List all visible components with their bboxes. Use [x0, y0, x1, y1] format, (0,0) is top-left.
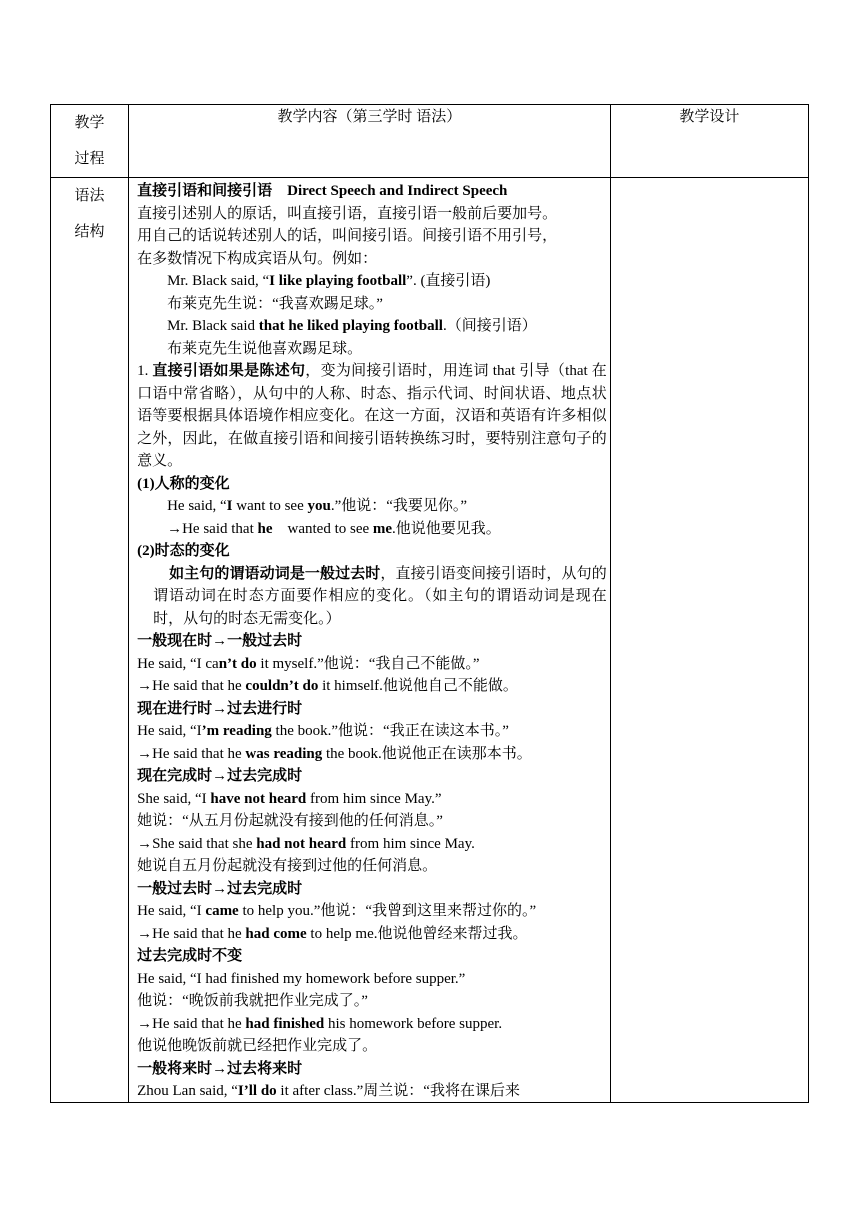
t3-b1: →She said that she [137, 835, 257, 852]
t3-a2: have not heard [210, 790, 307, 807]
tense-rule [137, 563, 607, 631]
t4-a2: came [205, 903, 239, 919]
heading-tense-text: (2)时态的变化 [137, 543, 230, 559]
t4-b1: →He said that he [137, 925, 246, 942]
t5-indirect-cn: 他说他晚饭前就已经把作业完成了。 [137, 1038, 378, 1054]
content-body [129, 178, 610, 1102]
pe2-d: me [372, 520, 393, 537]
t5-indirect [137, 1013, 607, 1036]
heading-t2-text: 现在进行时→过去进行时 [137, 700, 303, 717]
t3-indirect [137, 833, 607, 856]
pe1-d: you [307, 498, 331, 514]
example-2-bold: that he liked playing football [258, 318, 443, 334]
t2-a2: ’m reading [201, 723, 272, 739]
t3-b3: from him since May. [346, 835, 475, 852]
heading-t2 [137, 698, 607, 721]
t2-indirect [137, 743, 607, 766]
title-en: Direct Speech and Indirect Speech [287, 183, 508, 199]
header-design: 教学设计 [610, 105, 808, 178]
pe2-b: he [257, 520, 273, 537]
heading-person-text: (1)人称的变化 [137, 475, 230, 492]
tense-rule-bold: 如主句的谓语动词是一般过去时 [169, 565, 381, 582]
header-process-line2: 过程 [74, 151, 105, 167]
t1-b2: couldn’t do [245, 678, 319, 694]
example-2-post: .（间接引语） [442, 318, 537, 334]
intro-line-2: 用自己的话说转述别人的话，叫间接引语。间接引语不用引号， [137, 228, 558, 244]
heading-t4 [137, 878, 607, 901]
heading-person [137, 473, 607, 496]
t1-b1: →He said that he [137, 678, 246, 694]
t3-b2: had not heard [256, 835, 347, 852]
side-label [51, 178, 129, 1103]
intro-line-3: 在多数情况下构成宾语从句。例如： [137, 250, 378, 267]
pe2-c: wanted to see [272, 520, 373, 537]
t2-a1: He said, “I [137, 723, 202, 739]
example-1-pre: Mr. Black said, “ [167, 273, 270, 289]
t1-a1: He said, “I ca [137, 655, 219, 672]
section-title [137, 180, 607, 203]
t3-a1: She said, “I [137, 790, 211, 807]
t4-b2: had come [245, 925, 307, 942]
pe1-b: I [226, 498, 233, 514]
t3-direct [137, 788, 607, 811]
t2-b1: →He said that he [137, 745, 246, 762]
pe1-a: He said, “ [167, 498, 227, 514]
t1-indirect [137, 675, 607, 698]
t6-a1: Zhou Lan said, “ [137, 1083, 238, 1099]
pe1-e: .”他说：“我要见你。” [330, 498, 468, 514]
t1-a3: it myself.”他说：“我自己不能做。” [256, 655, 480, 672]
pe2-e: .他说他要见我。 [392, 520, 501, 537]
example-2-cn: 布莱克先生说他喜欢踢足球。 [167, 340, 363, 357]
t4-a1: He said, “I [137, 903, 206, 919]
header-content: 教学内容（第三学时 语法） [129, 105, 611, 178]
heading-tense [137, 540, 607, 563]
heading-t3-text: 现在完成时→过去完成时 [137, 768, 303, 784]
heading-t4-text: 一般过去时→过去完成时 [137, 880, 303, 897]
t3-direct-cn: 她说：“从五月份起就没有接到他的任何消息。” [137, 813, 443, 829]
t2-b3: the book.他说他正在读那本书。 [322, 745, 532, 762]
example-2 [137, 315, 607, 338]
rule-1 [137, 360, 607, 473]
side-label-line2: 结构 [74, 224, 105, 240]
heading-t6 [137, 1058, 607, 1081]
person-example-1 [137, 495, 607, 518]
t5-b1: →He said that he [137, 1015, 246, 1032]
header-row [51, 105, 809, 178]
t6-a3: it after class.”周兰说：“我将在课后来 [276, 1083, 520, 1099]
t4-b3: to help me.他说他曾经来帮过我。 [306, 925, 528, 942]
t4-indirect [137, 923, 607, 946]
t5-direct-cn: 他说：“晚饭前我就把作业完成了。” [137, 993, 368, 1009]
design-cell [610, 178, 808, 1103]
content-cell [129, 178, 611, 1103]
heading-t1-text: 一般现在时→一般过去时 [137, 633, 303, 649]
rule-1-text: ，变为间接引语时，用连词 that 引导（that 在口语中常省略），从句中的人称、时态、指示代词、时间状语、地点状语等要根据具体语境作相应变化。在这一方面，汉语和英语有许多相似之外，因此，在做直接引语和间接引语转换练习时，要特别注意句子的意义。 [137, 363, 607, 469]
t4-a3: to help you.”他说：“我曾到这里来帮过你的。” [238, 903, 537, 919]
t5-direct: He said, “I had finished my homework before supper.” [137, 970, 466, 987]
heading-t6-text: 一般将来时→过去将来时 [137, 1060, 303, 1077]
header-process-line1: 教学 [74, 115, 105, 131]
tense-rule-text: ，直接引语变间接引语时，从句的谓语动词在时态方面要作相应的变化。（如主句的谓语动词是现在时，从句的时态无需变化。） [153, 565, 607, 627]
intro-line-1: 直接引述别人的原话，叫直接引语，直接引语一般前后要加号。 [137, 205, 558, 222]
t5-b3: his homework before supper. [324, 1015, 503, 1032]
lesson-table [50, 104, 809, 1103]
heading-t5 [137, 945, 607, 968]
t6-a2: I’ll do [237, 1083, 277, 1099]
example-1-cn: 布莱克先生说：“我喜欢踢足球。” [167, 295, 383, 312]
t5-b2: had finished [245, 1015, 325, 1032]
t6-direct [137, 1080, 607, 1102]
header-process [51, 105, 129, 178]
t1-a2: n’t do [218, 655, 257, 672]
t3-a3: from him since May.” [306, 790, 442, 807]
t1-b3: it himself.他说他自己不能做。 [318, 678, 518, 694]
t2-b2: was reading [245, 745, 323, 762]
side-label-line1: 语法 [74, 188, 105, 204]
pe1-c: want to see [232, 498, 308, 514]
heading-t1 [137, 630, 607, 653]
t3-indirect-cn: 她说自五月份起就没有接到过他的任何消息。 [137, 858, 438, 874]
t4-direct [137, 900, 607, 923]
t1-direct [137, 653, 607, 676]
example-1-bold: I like playing football [269, 273, 407, 289]
rule-1-bold: 直接引语如果是陈述句 [152, 363, 306, 379]
title-cn: 直接引语和间接引语 [137, 183, 273, 199]
heading-t5-text: 过去完成时不变 [137, 948, 243, 964]
person-example-2 [137, 518, 607, 541]
example-1 [137, 270, 607, 293]
heading-t3 [137, 765, 607, 788]
t2-direct [137, 720, 607, 743]
t2-a3: the book.”他说：“我正在读这本书。” [271, 723, 509, 739]
example-1-post: ”. (直接引语) [406, 273, 491, 289]
pe2-a: →He said that [167, 520, 258, 537]
body-row [51, 178, 809, 1103]
example-2-pre: Mr. Black said [167, 318, 259, 334]
rule-1-number: 1. [137, 363, 153, 379]
